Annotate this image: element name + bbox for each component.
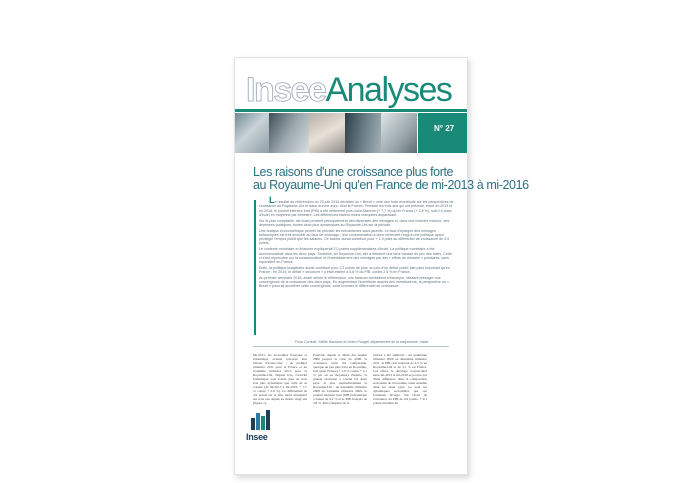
abstract-paragraph: Au premier semestre 2016, avant même le référendum, ces facteurs semblaient s'estomper, laissant présager une convergence de la croissance des deux pays. En augmentant l'incertitude auprès des investisseurs, la perspective du « Brexit » pourrait accélérer cette convergence, voire inverser le différentiel de croissance. [259, 275, 449, 289]
abstract-paragraph: Le contexte monétaire et financier expliquerait 2,0 points supplémentaires d'écart. La politique monétaire a été accommodante dans les deux pays. Toutefois, au Royaume-Uni, elle a entraîné une forte hausse du prix des actifs. Cette-ci s'est répercutée sur la consommation et l'investissement des ménages par des « effets de richesse » puissants, sans équivalent en France. [259, 247, 453, 265]
abstract-paragraph: Enfin, la politique budgétaire aurait contribué pour 2,2 points de plus, au prix d'un déficit public bien plus important qu'en France : en 2015, le déficit « structurel » y était estimé à 5,8 % du PIB, contre 2,5 % en France. [259, 265, 450, 275]
brand-title [246, 72, 451, 108]
divider [253, 346, 449, 347]
abstract-paragraph-text: e résultat du référendum du 23 juin 2016 décidant du « Brexit » crée une forte incertitude sur les perspectives de croissance au Royaume-Uni et dans la zone euro, dont la France. Pendant les trois ans qui ont précédé, entre mi-2013 et mi-2016, le produit intérieur brut (PIB) a été nettement plus outre-Manche (+ 7,7 %) qu'en France (+ 2,8 %), soit 0,4 point d'écart en moyenne par trimestre. Les différences étaient moins marquées auparavant. [259, 200, 454, 217]
abstract-rule [254, 200, 256, 335]
photo-shopping-image [269, 113, 309, 153]
masthead [235, 58, 467, 110]
photo-hands-image [309, 113, 345, 153]
abstract-paragraph: Une analyse économétrique permet de préciser les mécanismes sous-jacents. Le taux d'épargne des ménages britanniques est très sensible au taux de chômage ; leur consommation a donc fortement réagi à une politique ayant privilégié l'emploi plutôt que les salaires. Ce facteur aurait contribué pour + 1,9 point au différentiel de croissance de 4,9 points. [259, 228, 450, 246]
abstract [259, 195, 454, 340]
dropcap: L [269, 195, 275, 205]
body-column-3 [373, 353, 427, 455]
photo-documents-image [381, 113, 417, 153]
title-line-1: Les raisons d'une croissance plus forte [253, 165, 454, 179]
photo-worker-image [235, 113, 269, 153]
body-text: Pourtant, depuis le début des années 2000 jusqu'à la crise de 2008, la croissance avait été comparable, quoique un peu plus forte au Royaume-Uni qu'en France (+ 2,9 % contre + 2,1 % par an en moyenne). Ensuite, la grande récession a touché les deux pays, et plus particulièrement le Royaume-Uni : du deuxième trimestre 2008 au troisième trimestre 2009, le produit intérieur brut (PIB) britannique a baissé de 6,2 % et le PIB français de 3,8 %. Puis l'ampleur de la [313, 353, 367, 405]
brand-analyses: Analyses [325, 71, 452, 109]
logo-text: Insee [246, 432, 268, 442]
publication-cover [234, 57, 529, 475]
abstract-paragraph [259, 195, 454, 217]
authors-line: Flora Cornuet, Yaëlle Hauseux et Julien Pouget, département de la conjoncture, Insee [295, 340, 429, 344]
body-column-2 [313, 353, 367, 455]
insee-logo-icon [251, 408, 271, 430]
photo-strip [235, 113, 417, 153]
body-text: Mi-2013, les économies française et britannique avaient retrouvé leur niveau d'avant-crise : au premier trimestre 2011 pour la France et au troisième trimestre 2013 pour le Royaume-Uni. Depuis lors, l'activité britannique s'est avérée près de trois fois plus dynamique que celle de sa voisine (de mi-2013 à mi-2016, + 7,7 % contre + 2,8 %). Ce différentiel de 4,9 points est le plus élevé enregistré sur trois ans depuis au moins vingt ans (figure 1). [253, 353, 307, 405]
abstract-paragraph: Sur le plan comptable, cet écart provient principalement des dépenses des ménages et, dans une moindre mesure, des dépenses publiques, toutes deux plus dynamiques au Royaume-Uni sur la période. [259, 218, 450, 227]
accent-bar [235, 109, 467, 112]
brand-insee: Insee [246, 71, 326, 109]
title-line-2: au Royaume-Uni qu'en France de mi-2013 à mi-2016 [253, 178, 529, 192]
issue-number: N° 27 [434, 124, 455, 133]
issue-badge [418, 113, 467, 153]
photo-city-image [345, 113, 381, 153]
article-title [253, 165, 529, 192]
body-text: reprise a été similaire : du quatrième trimestre 2009 au deuxième trimestre 2011, le PIB s'est redressé de 4,5 % au Royaume-Uni et de 3,1 % en France. Ces effets, le décalage conjoncturel entre mi-2013 et mi-2016 se prouve par d'une différence dans la composition sectorielle de l'économie, aussi sensible dans les deux pays. Ce sont les dynamiques sectorielles qui ont fortement divergé. Sur l'écart de croissance du PIB de 4,9 points, + 4,1 points résultent du [373, 353, 427, 405]
